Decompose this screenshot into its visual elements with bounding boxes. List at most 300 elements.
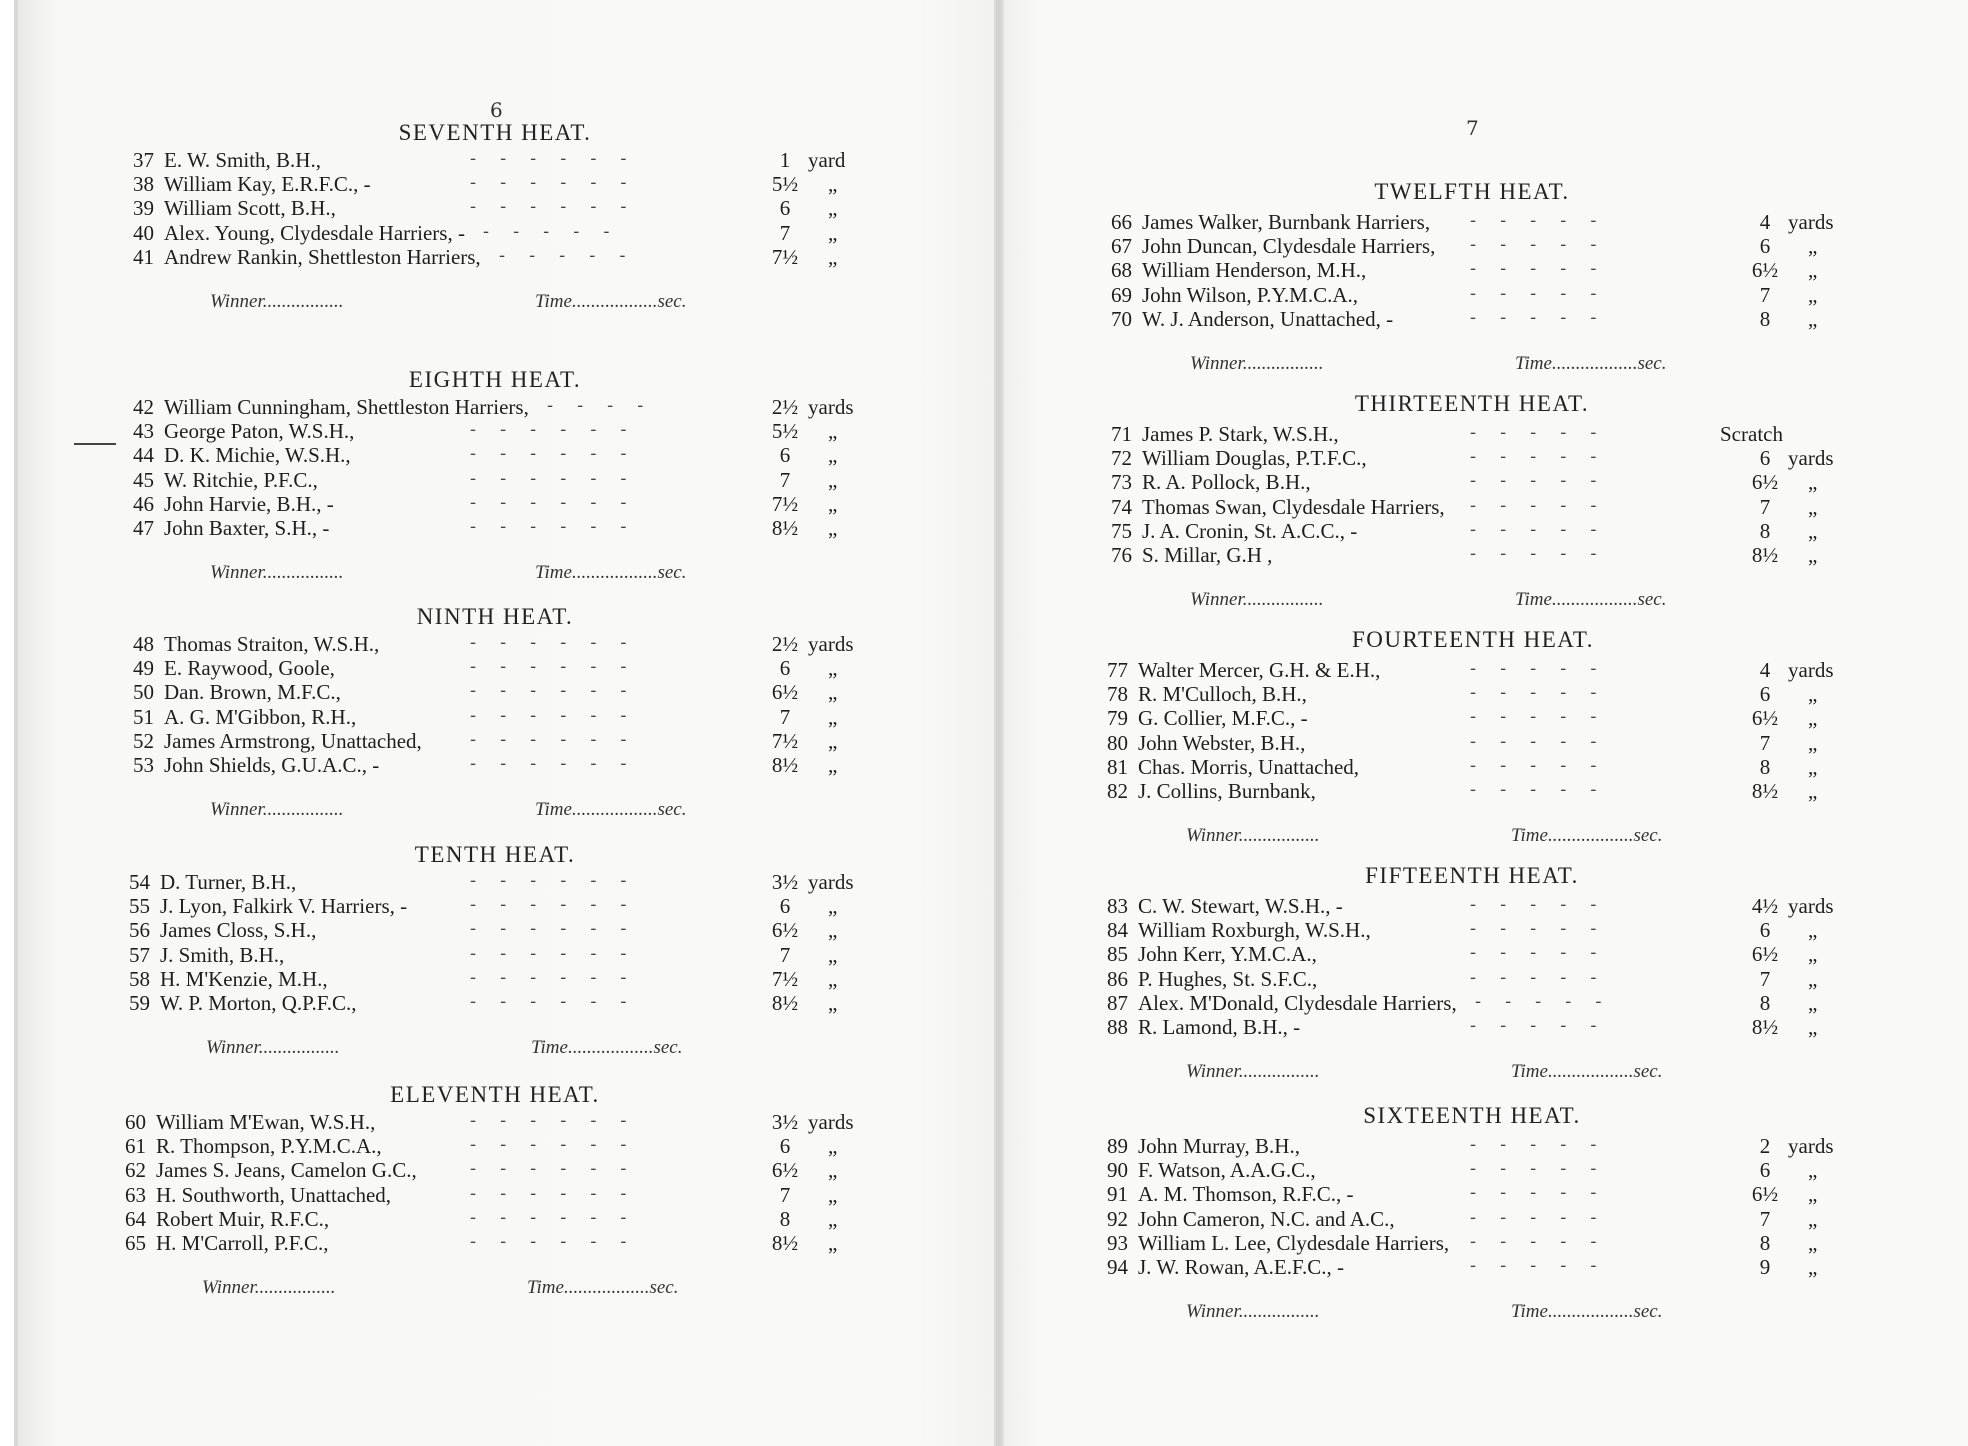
handicap-unit: „ <box>1808 918 1818 943</box>
handicap-value: 7 <box>1759 966 1771 991</box>
entry-name: Thomas Swan, Clydesdale Harriers, <box>1142 494 1445 519</box>
leader-dashes: ------ <box>470 148 651 169</box>
entry-name: J. Lyon, Falkirk V. Harriers, - <box>160 894 408 919</box>
handicap-unit: yards <box>1788 1134 1834 1158</box>
winner-field: Winner................. <box>206 1037 340 1059</box>
handicap-unit: „ <box>1808 470 1818 495</box>
entry-number: 79 <box>1107 706 1128 731</box>
entry-name: John Kerr, Y.M.C.A., <box>1138 942 1317 967</box>
entry-row <box>120 148 880 172</box>
entry-number: 53 <box>133 753 154 777</box>
leader-dashes: ---- <box>547 395 668 416</box>
leader-dashes: ----- <box>499 244 650 266</box>
handicap-value: 7 <box>1759 1206 1771 1231</box>
leader-dashes: ------ <box>470 870 651 891</box>
entry-row <box>1094 658 1854 682</box>
entry-row <box>116 943 876 967</box>
handicap-value: 6 <box>1759 682 1771 707</box>
handicap-value: 8 <box>1759 990 1771 1015</box>
leader-dashes: ------ <box>470 894 651 916</box>
handicap-unit: „ <box>828 419 838 444</box>
time-field: Time..................sec. <box>1511 1301 1663 1323</box>
entry-row <box>1094 1158 1854 1182</box>
handicap-value: 7 <box>779 704 791 729</box>
entry-row <box>120 172 880 196</box>
entry-name: William Douglas, P.T.F.C., <box>1142 446 1367 471</box>
entry-row <box>112 1207 872 1231</box>
entry-number: 74 <box>1111 494 1132 519</box>
entry-row <box>1094 918 1854 942</box>
handicap-value: 7½ <box>771 244 799 269</box>
entry-row <box>120 395 880 419</box>
entry-row <box>116 967 876 991</box>
leader-dashes: ----- <box>1470 706 1621 728</box>
handicap-unit: „ <box>828 1134 838 1159</box>
handicap-unit: „ <box>828 753 838 777</box>
handicap-value: 2½ <box>771 632 799 656</box>
entry-name: G. Collier, M.F.C., - <box>1138 706 1308 731</box>
time-field: Time..................sec. <box>1511 825 1663 847</box>
handicap-unit: „ <box>1808 730 1818 755</box>
handicap-value: 8½ <box>771 991 799 1015</box>
leader-dashes: ----- <box>1470 422 1621 443</box>
handicap-unit: „ <box>1808 1230 1818 1255</box>
entry-row <box>1098 422 1858 446</box>
leader-dashes: ----- <box>1475 990 1626 1012</box>
handicap-unit: „ <box>828 196 838 221</box>
leader-dashes: ----- <box>1470 543 1621 564</box>
entry-number: 50 <box>133 680 154 705</box>
leader-dashes: ----- <box>1470 446 1621 468</box>
heat-title: TENTH HEAT. <box>414 842 576 867</box>
leader-dashes: ------ <box>470 467 651 489</box>
time-field: Time..................sec. <box>535 562 687 584</box>
handicap-value: 4½ <box>1751 894 1779 918</box>
entry-row <box>120 419 880 443</box>
entry-name: Dan. Brown, M.F.C., <box>164 680 341 705</box>
entry-name: W. P. Morton, Q.P.F.C., <box>160 991 357 1015</box>
leader-dashes: ----- <box>1470 918 1621 940</box>
leader-dashes: ------ <box>470 966 651 988</box>
handicap-unit: „ <box>1808 543 1818 567</box>
handicap-value: 8½ <box>1751 1015 1779 1039</box>
leader-dashes: ----- <box>1470 658 1621 679</box>
handicap-value: 6½ <box>771 918 799 943</box>
entry-number: 48 <box>133 632 154 656</box>
entry-number: 71 <box>1111 422 1132 446</box>
entry-name: D. K. Michie, W.S.H., <box>164 443 351 468</box>
entry-row <box>1098 258 1858 282</box>
winner-field: Winner................. <box>1190 353 1324 374</box>
leader-dashes: ----- <box>1470 966 1621 988</box>
winner-field: Winner................. <box>1186 1061 1320 1083</box>
entry-name: William M'Ewan, W.S.H., <box>156 1110 376 1134</box>
leader-dashes: ----- <box>1470 894 1621 915</box>
handicap-unit: „ <box>828 1206 838 1231</box>
handicap-unit: „ <box>1808 518 1818 543</box>
handicap-value: 7½ <box>771 491 799 516</box>
entry-name: H. M'Kenzie, M.H., <box>160 966 328 991</box>
entry-row <box>120 705 880 729</box>
leader-dashes: ----- <box>1470 1015 1621 1036</box>
entry-name: James P. Stark, W.S.H., <box>1142 422 1339 446</box>
entry-number: 73 <box>1111 470 1132 495</box>
time-field: Time..................sec. <box>527 1277 679 1299</box>
winner-field: Winner................. <box>210 799 344 821</box>
handicap-value: 7 <box>779 942 791 967</box>
handicap-unit: „ <box>1808 494 1818 519</box>
handicap-unit: yards <box>1788 658 1834 682</box>
winner-field: Winner................. <box>210 562 344 584</box>
handicap-value: 8 <box>1759 1230 1771 1255</box>
leader-dashes: ----- <box>1470 1230 1621 1252</box>
handicap-unit: „ <box>828 491 838 516</box>
time-field: Time..................sec. <box>1515 353 1667 374</box>
handicap-value: 7½ <box>771 728 799 753</box>
handicap-unit: „ <box>1808 966 1818 991</box>
handicap-unit: yards <box>1788 446 1834 471</box>
winner-field: Winner................. <box>1190 589 1324 611</box>
handicap-value: 3½ <box>771 870 799 894</box>
entry-number: 45 <box>133 467 154 492</box>
entry-row <box>1094 1134 1854 1158</box>
handicap-unit: „ <box>828 1231 838 1255</box>
entry-number: 75 <box>1111 518 1132 543</box>
entry-row <box>120 443 880 467</box>
handicap-unit: „ <box>828 220 838 245</box>
handicap-value: 8 <box>1759 306 1771 331</box>
entry-row <box>1098 283 1858 307</box>
entry-number: 70 <box>1111 306 1132 331</box>
entry-name: John Murray, B.H., <box>1138 1134 1300 1158</box>
entry-number: 56 <box>129 918 150 943</box>
handicap-unit: „ <box>828 942 838 967</box>
entry-name: John Shields, G.U.A.C., - <box>164 753 380 777</box>
handicap-unit: yards <box>808 1110 854 1134</box>
handicap-unit: „ <box>828 991 838 1015</box>
leader-dashes: ----- <box>1470 1182 1621 1204</box>
entry-number: 89 <box>1107 1134 1128 1158</box>
handicap-value: 8 <box>1759 518 1771 543</box>
handicap-value: 5½ <box>771 172 799 197</box>
entry-number: 77 <box>1107 658 1128 682</box>
handicap-unit: „ <box>828 1158 838 1183</box>
handicap-unit: „ <box>828 516 838 540</box>
entry-name: R. A. Pollock, B.H., <box>1142 470 1311 495</box>
entry-name: William L. Lee, Clydesdale Harriers, <box>1138 1230 1450 1255</box>
handicap-value: 6 <box>1759 918 1771 943</box>
entry-number: 85 <box>1107 942 1128 967</box>
entry-number: 87 <box>1107 990 1128 1015</box>
handicap-unit: „ <box>828 918 838 943</box>
handicap-value: 8 <box>779 1206 791 1231</box>
handicap-unit: „ <box>828 172 838 197</box>
handicap-unit: „ <box>1808 779 1818 803</box>
entry-name: R. Thompson, P.Y.M.C.A., <box>156 1134 382 1159</box>
entry-row <box>1094 755 1854 779</box>
entry-name: W. Ritchie, P.F.C., <box>164 467 318 492</box>
heat-title: NINTH HEAT. <box>416 604 574 629</box>
entry-number: 92 <box>1107 1206 1128 1231</box>
entry-name: James Armstrong, Unattached, <box>164 728 422 753</box>
entry-number: 84 <box>1107 918 1128 943</box>
handicap-unit: „ <box>1808 1206 1818 1231</box>
entry-number: 66 <box>1111 210 1132 234</box>
entry-row <box>112 1183 872 1207</box>
entry-row <box>1094 706 1854 730</box>
entry-name: John Harvie, B.H., - <box>164 491 334 516</box>
entry-number: 40 <box>133 220 154 245</box>
entry-number: 88 <box>1107 1015 1128 1039</box>
time-field: Time..................sec. <box>1511 1061 1663 1083</box>
entry-number: 61 <box>125 1134 146 1159</box>
handicap-unit: „ <box>828 704 838 729</box>
entry-name: Chas. Morris, Unattached, <box>1138 754 1360 779</box>
entry-number: 72 <box>1111 446 1132 471</box>
entry-row <box>120 468 880 492</box>
handicap-unit: „ <box>1808 942 1818 967</box>
handicap-value: 9 <box>1759 1255 1771 1279</box>
entry-name: James S. Jeans, Camelon G.C., <box>156 1158 417 1183</box>
entry-number: 55 <box>129 894 150 919</box>
leader-dashes: ----- <box>1470 234 1621 256</box>
leader-dashes: ------ <box>470 1110 651 1131</box>
handicap-unit: yard <box>808 148 846 172</box>
leader-dashes: ------ <box>470 1134 651 1156</box>
leader-dashes: ------ <box>470 656 651 678</box>
leader-dashes: ----- <box>1470 210 1621 231</box>
winner-field: Winner................. <box>202 1277 336 1299</box>
handicap-value: 8 <box>1759 754 1771 779</box>
leader-dashes: ------ <box>470 1231 651 1252</box>
handicap-unit: „ <box>828 894 838 919</box>
heat-title: EIGHTH HEAT. <box>408 367 582 392</box>
heat-title: SEVENTH HEAT. <box>398 120 592 145</box>
leader-dashes: ------ <box>470 516 651 537</box>
entry-name: Robert Muir, R.F.C., <box>156 1206 330 1231</box>
leader-dashes: ----- <box>1470 494 1621 516</box>
handicap-unit: „ <box>1808 1182 1818 1207</box>
handicap-value: 4 <box>1759 658 1771 682</box>
entry-number: 46 <box>133 491 154 516</box>
handicap-value: 6½ <box>771 1158 799 1183</box>
handicap-value: 6½ <box>1751 470 1779 495</box>
leader-dashes: ----- <box>1470 282 1621 304</box>
entry-row <box>116 894 876 918</box>
leader-dashes: ------ <box>470 1182 651 1204</box>
entry-number: 47 <box>133 516 154 540</box>
entry-number: 86 <box>1107 966 1128 991</box>
leader-dashes: ------ <box>470 942 651 964</box>
winner-field: Winner................. <box>210 291 344 312</box>
entry-number: 43 <box>133 419 154 444</box>
entry-number: 93 <box>1107 1230 1128 1255</box>
winner-field: Winner................. <box>1186 825 1320 847</box>
entry-row <box>1094 731 1854 755</box>
handicap-unit: „ <box>1808 282 1818 307</box>
handicap-value: Scratch <box>1720 422 1783 446</box>
entry-number: 54 <box>129 870 150 894</box>
entry-name: Walter Mercer, G.H. & E.H., <box>1138 658 1381 682</box>
leader-dashes: ------ <box>470 491 651 513</box>
entry-number: 67 <box>1111 234 1132 259</box>
handicap-value: 7½ <box>771 966 799 991</box>
entry-number: 91 <box>1107 1182 1128 1207</box>
entry-number: 41 <box>133 244 154 269</box>
leader-dashes: ----- <box>1470 518 1621 540</box>
entry-row <box>116 991 876 1015</box>
handicap-value: 8½ <box>771 516 799 540</box>
entry-row <box>112 1134 872 1158</box>
handicap-unit: yards <box>1788 210 1834 234</box>
entry-name: H. M'Carroll, P.F.C., <box>156 1231 329 1255</box>
handicap-value: 5½ <box>771 419 799 444</box>
entry-number: 68 <box>1111 258 1132 283</box>
leader-dashes: ------ <box>470 918 651 940</box>
entry-name: John Wilson, P.Y.M.C.A., <box>1142 282 1359 307</box>
entry-name: John Duncan, Clydesdale Harriers, <box>1142 234 1436 259</box>
leader-dashes: ------ <box>470 753 651 774</box>
entry-name: J. Smith, B.H., <box>160 942 285 967</box>
entry-name: James Walker, Burnbank Harriers, <box>1142 210 1431 234</box>
handicap-unit: „ <box>828 728 838 753</box>
entry-number: 78 <box>1107 682 1128 707</box>
entry-number: 90 <box>1107 1158 1128 1183</box>
heat-title: SIXTEENTH HEAT. <box>1363 1103 1581 1128</box>
leader-dashes: ----- <box>1470 730 1621 752</box>
entry-number: 63 <box>125 1182 146 1207</box>
handicap-value: 7 <box>779 467 791 492</box>
heat-title: THIRTEENTH HEAT. <box>1354 391 1590 416</box>
handicap-value: 8½ <box>1751 543 1779 567</box>
leader-dashes: ----- <box>1470 682 1621 704</box>
handicap-value: 4 <box>1759 210 1771 234</box>
entry-number: 52 <box>133 728 154 753</box>
entry-row <box>116 918 876 942</box>
entry-name: John Cameron, N.C. and A.C., <box>1138 1206 1395 1231</box>
entry-number: 39 <box>133 196 154 221</box>
entry-row <box>1098 543 1858 567</box>
entry-number: 49 <box>133 656 154 681</box>
entry-row <box>120 656 880 680</box>
time-field: Time..................sec. <box>1515 589 1667 611</box>
handicap-unit: „ <box>1808 682 1818 707</box>
entry-name: William Scott, B.H., <box>164 196 336 221</box>
time-field: Time..................sec. <box>535 291 687 312</box>
entry-name: William Kay, E.R.F.C., - <box>164 172 371 197</box>
handicap-value: 1 <box>779 148 791 172</box>
handicap-unit: „ <box>1808 990 1818 1015</box>
entry-number: 64 <box>125 1206 146 1231</box>
heat-title: FIFTEENTH HEAT. <box>1365 863 1579 888</box>
entry-row <box>1094 1255 1854 1279</box>
handicap-value: 6½ <box>1751 258 1779 283</box>
entry-row <box>1094 682 1854 706</box>
leader-dashes: ------ <box>470 680 651 702</box>
entry-row <box>1094 967 1854 991</box>
handicap-value: 6½ <box>771 680 799 705</box>
handicap-value: 6½ <box>1751 706 1779 731</box>
entry-number: 37 <box>133 148 154 172</box>
entry-row <box>1098 307 1858 331</box>
leader-dashes: ----- <box>1470 306 1621 328</box>
leader-dashes: ------ <box>470 632 651 653</box>
time-field: Time..................sec. <box>531 1037 683 1059</box>
handicap-value: 8½ <box>771 753 799 777</box>
leader-dashes: ------ <box>470 704 651 726</box>
leader-dashes: ------ <box>470 419 651 441</box>
entry-name: William Cunningham, Shettleston Harriers, <box>164 395 529 419</box>
leader-dashes: ----- <box>1470 258 1621 280</box>
entry-name: James Closs, S.H., <box>160 918 317 943</box>
handicap-unit: „ <box>828 1182 838 1207</box>
entry-number: 51 <box>133 704 154 729</box>
entry-number: 83 <box>1107 894 1128 918</box>
entry-row <box>1098 519 1858 543</box>
handicap-unit: „ <box>828 680 838 705</box>
entry-row <box>116 870 876 894</box>
entry-name: R. M'Culloch, B.H., <box>1138 682 1307 707</box>
leader-dashes: ----- <box>1470 754 1621 776</box>
handicap-unit: yards <box>808 632 854 656</box>
leader-dashes: ------ <box>470 991 651 1012</box>
entry-name: H. Southworth, Unattached, <box>156 1182 392 1207</box>
leader-dashes: ------ <box>470 172 651 194</box>
entry-row <box>1098 210 1858 234</box>
entry-row <box>120 196 880 220</box>
handicap-value: 7 <box>1759 282 1771 307</box>
handicap-value: 6 <box>779 894 791 919</box>
entry-row <box>1094 1015 1854 1039</box>
entry-row <box>1094 894 1854 918</box>
entry-name: William Roxburgh, W.S.H., <box>1138 918 1371 943</box>
leader-dashes: ------ <box>470 196 651 218</box>
handicap-value: 6½ <box>1751 942 1779 967</box>
entry-row <box>1094 1207 1854 1231</box>
entry-name: W. J. Anderson, Unattached, - <box>1142 306 1394 331</box>
leader-dashes: ------ <box>470 443 651 465</box>
entry-name: Alex. Young, Clydesdale Harriers, - <box>164 220 465 245</box>
handicap-value: 6 <box>779 196 791 221</box>
winner-field: Winner................. <box>1186 1301 1320 1323</box>
entry-row <box>1098 234 1858 258</box>
entry-name: F. Watson, A.A.G.C., <box>1138 1158 1316 1183</box>
entry-name: E. Raywood, Goole, <box>164 656 335 681</box>
entry-number: 44 <box>133 443 154 468</box>
entry-name: Andrew Rankin, Shettleston Harriers, <box>164 244 481 269</box>
entry-number: 69 <box>1111 282 1132 307</box>
handicap-value: 8½ <box>771 1231 799 1255</box>
handicap-unit: „ <box>1808 234 1818 259</box>
handicap-unit: „ <box>1808 1015 1818 1039</box>
entry-row <box>1094 779 1854 803</box>
leader-dashes: ----- <box>1470 942 1621 964</box>
entry-number: 80 <box>1107 730 1128 755</box>
handicap-value: 6 <box>779 656 791 681</box>
entry-row <box>1098 495 1858 519</box>
entry-row <box>120 516 880 540</box>
entry-number: 65 <box>125 1231 146 1255</box>
entry-row <box>120 221 880 245</box>
entry-name: A. G. M'Gibbon, R.H., <box>164 704 357 729</box>
leader-dashes: ----- <box>1470 1134 1621 1155</box>
entry-number: 58 <box>129 966 150 991</box>
entry-number: 60 <box>125 1110 146 1134</box>
leader-dashes: ----- <box>1470 1158 1621 1180</box>
entry-number: 42 <box>133 395 154 419</box>
entry-row <box>1094 991 1854 1015</box>
entry-row <box>112 1158 872 1182</box>
